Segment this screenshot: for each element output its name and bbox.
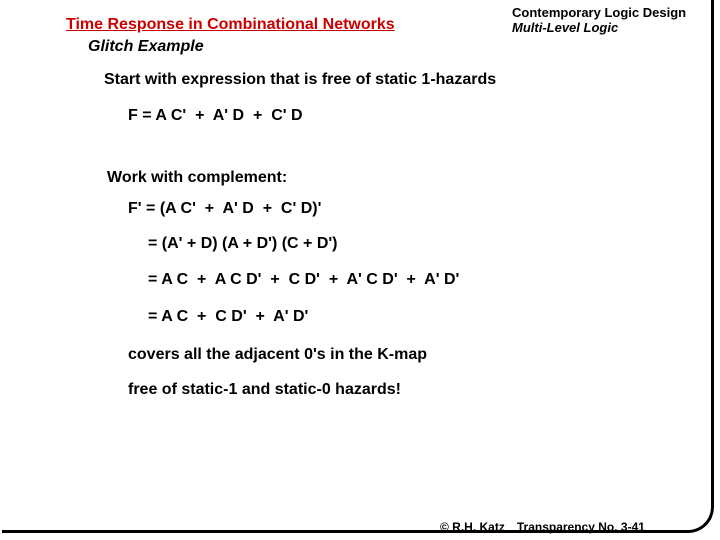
slide-title: Time Response in Combinational Networks [66, 16, 395, 33]
expression-text: F = A C' + A' D + C' D [128, 107, 303, 124]
note-kmap: covers all the adjacent 0's in the K-map [128, 346, 428, 363]
complement-step-2: = (A' + D) (A + D') (C + D') [148, 235, 338, 252]
intro-text: Start with expression that is free of static 1-hazards [104, 71, 497, 88]
header-left [66, 15, 395, 56]
chapter-title: Multi-Level Logic [512, 20, 619, 35]
complement-heading: Work with complement: [107, 169, 288, 186]
complement-step-3: = A C + A C D' + C D' + A' C D' + A' D' [148, 271, 460, 288]
course-header [512, 5, 686, 35]
footer-author: © R.H. Katz [440, 520, 505, 534]
slide-subtitle: Glitch Example [88, 38, 204, 55]
course-title: Contemporary Logic Design [512, 5, 687, 20]
complement-step-4: = A C + C D' + A' D' [148, 308, 309, 325]
footer-transparency: Transparency No. 3-41 [516, 520, 645, 534]
footer [440, 520, 645, 534]
complement-step-1: F' = (A C' + A' D + C' D)' [128, 200, 322, 217]
note-hazards: free of static-1 and static-0 hazards! [128, 381, 401, 398]
